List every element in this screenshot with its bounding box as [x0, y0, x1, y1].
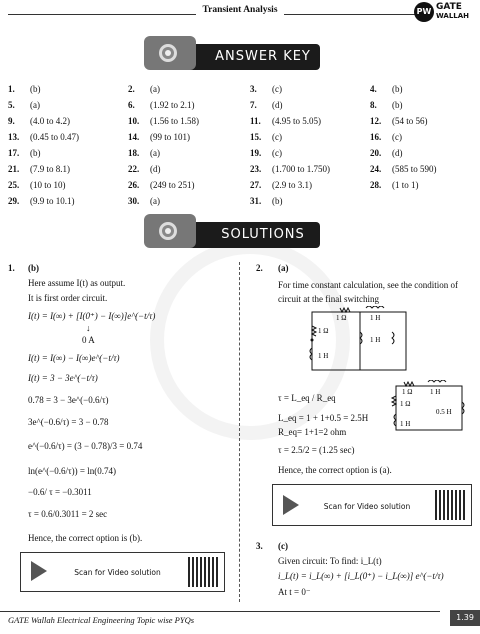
equation: I(t) = I(∞) + [I(0⁺) − I(∞)]e^(−t/τ): [28, 311, 156, 321]
answer-key-number: 17.: [8, 148, 20, 158]
solutions-banner: SOLUTIONS: [150, 222, 320, 248]
circuit-diagram-2: [384, 380, 470, 450]
answer-key-item: [370, 180, 419, 190]
answer-key-value: (54 to 56): [392, 116, 428, 126]
answer-key-number: 7.: [250, 100, 257, 110]
answer-key-value: (a): [150, 148, 160, 158]
answer-key-value: (1.700 to 1.750): [272, 164, 330, 174]
answer-key-value: (1.56 to 1.58): [150, 116, 199, 126]
circuit-diagram-1: [300, 306, 410, 376]
answer-key-value: (a): [30, 100, 40, 110]
answer-key-value: (b): [30, 148, 41, 158]
solution-2-number: 2.: [256, 263, 263, 273]
answer-key-item: [128, 180, 195, 190]
answer-key-number: 24.: [370, 164, 382, 174]
answer-key-number: 31.: [250, 196, 262, 206]
answer-key-number: 21.: [8, 164, 20, 174]
answer-key-value: (c): [272, 84, 282, 94]
answer-key-number: 28.: [370, 180, 382, 190]
answer-key-number: 8.: [370, 100, 377, 110]
answer-key-item: [250, 116, 321, 126]
answer-key-item: [8, 116, 70, 126]
answer-key-number: 11.: [250, 116, 261, 126]
answer-key-number: 19.: [250, 148, 262, 158]
solution-2-answer: (a): [278, 263, 289, 273]
equation: 0.78 = 3 − 3e^(−0.6/τ): [28, 395, 109, 405]
banner-disc-icon: [144, 36, 196, 70]
answer-key-number: 14.: [128, 132, 140, 142]
answer-key-value: (a): [150, 196, 160, 206]
answer-key-item: [8, 84, 41, 94]
equation: At t = 0⁻: [278, 587, 311, 597]
answer-key-number: 27.: [250, 180, 262, 190]
video-solution-box-1[interactable]: Scan for Video solution: [20, 552, 225, 592]
answer-key-item: [370, 84, 403, 94]
circuit-2-inductor-label: 1 H: [400, 420, 411, 428]
page-header: [0, 0, 480, 24]
answer-key-value: (1.92 to 2.1): [150, 100, 195, 110]
answer-key-item: [250, 164, 330, 174]
answer-key-item: [250, 196, 283, 206]
answer-key-value: (2.9 to 3.1): [272, 180, 312, 190]
answer-key-value: (4.95 to 5.05): [272, 116, 321, 126]
answer-key-number: 22.: [128, 164, 140, 174]
solution-2-line: circuit at the final switching: [278, 294, 379, 304]
answer-key-item: [370, 164, 437, 174]
answer-key-number: 15.: [250, 132, 262, 142]
answer-key-item: [250, 132, 282, 142]
answer-key-value: (4.0 to 4.2): [30, 116, 70, 126]
pw-logo-icon: PW: [414, 2, 434, 22]
qr-code-icon: [435, 490, 465, 520]
circuit-2-inductor-label: 1 H: [430, 388, 441, 396]
answer-key-item: [128, 196, 160, 206]
answer-key-value: (7.9 to 8.1): [30, 164, 70, 174]
answer-key-item: [128, 116, 199, 126]
answer-key-item: [128, 100, 195, 110]
answer-key-number: 23.: [250, 164, 262, 174]
solution-1-number: 1.: [8, 263, 15, 273]
circuit-1-inductor-label: 1 H: [370, 336, 381, 344]
video-solution-box-2[interactable]: Scan for Video solution: [272, 484, 472, 526]
answer-key-number: 2.: [128, 84, 135, 94]
answer-key-value: (c): [392, 132, 402, 142]
answer-key-item: [250, 100, 283, 110]
answer-key-item: [250, 84, 282, 94]
answer-key-value: (d): [272, 100, 283, 110]
circuit-1-resistor-label: 1 Ω: [318, 327, 329, 335]
answer-key-number: 9.: [8, 116, 15, 126]
answer-key-number: 16.: [370, 132, 382, 142]
answer-key-number: 25.: [8, 180, 20, 190]
answer-key-number: 10.: [128, 116, 140, 126]
solution-1-conclusion: Hence, the correct option is (b).: [28, 533, 143, 543]
answer-key-number: 3.: [250, 84, 257, 94]
banner-disc-icon: [144, 214, 196, 248]
equation: L_eq = 1 + 1+0.5 = 2.5H: [278, 413, 369, 423]
solution-1-line: Here assume I(t) as output.: [28, 278, 126, 288]
circuit-1-resistor-label: 1 Ω: [336, 314, 347, 322]
answer-key-value: (b): [392, 84, 403, 94]
header-title: Transient Analysis: [196, 5, 283, 15]
equation: e^(−0.6/τ) = (3 − 0.78)/3 = 0.74: [28, 441, 143, 451]
answer-key-item: [370, 148, 403, 158]
equation: τ = 0.6/0.3011 = 2 sec: [28, 509, 108, 519]
answer-key-number: 6.: [128, 100, 135, 110]
equation: I(t) = 3 − 3e^(−t/τ): [28, 373, 98, 383]
answer-key-value: (b): [392, 100, 403, 110]
answer-key-value: (d): [150, 164, 161, 174]
qr-code-icon: [188, 557, 218, 587]
tau-formula: τ = L_eq / R_eq: [278, 393, 336, 403]
answer-key-item: [250, 180, 312, 190]
answer-key-number: 26.: [128, 180, 140, 190]
answer-key-number: 20.: [370, 148, 382, 158]
answer-key-value: (1 to 1): [392, 180, 419, 190]
equation: i_L(t) = i_L(∞) + [i_L(0⁺) − i_L(∞)] e^(−t/τ): [278, 571, 444, 581]
answer-key-item: [8, 132, 79, 142]
answer-key-number: 4.: [370, 84, 377, 94]
solution-1-answer: (b): [28, 263, 39, 273]
answer-key-item: [8, 164, 70, 174]
circuit-2-resistor-label: 1 Ω: [400, 400, 411, 408]
play-icon[interactable]: [283, 495, 299, 515]
equation: τ = 2.5/2 = (1.25 sec): [278, 445, 355, 455]
page-number: 1.39: [450, 610, 480, 626]
answer-key-value: (99 to 101): [150, 132, 190, 142]
gate-wallah-logo: PW GATE WALLAH: [414, 2, 474, 24]
answer-key-item: [8, 180, 66, 190]
answer-key-item: [128, 132, 190, 142]
solution-3-number: 3.: [256, 541, 263, 551]
answer-key-item: [8, 100, 40, 110]
circuit-2-inductor-label: 0.5 H: [436, 408, 452, 416]
circuit-1-inductor-label: 1 H: [370, 314, 381, 322]
answer-key-number: 1.: [8, 84, 15, 94]
equation: R_eq= 1+1=2 ohm: [278, 427, 347, 437]
answer-key-item: [8, 196, 75, 206]
equation-arrow: ↓: [86, 323, 91, 333]
answer-key-number: 13.: [8, 132, 20, 142]
footer-text: GATE Wallah Electrical Engineering Topic wise PYQs: [8, 615, 195, 625]
play-icon[interactable]: [31, 561, 47, 581]
page-footer: [0, 610, 480, 634]
answer-key-value: (b): [272, 196, 283, 206]
answer-key-item: [370, 132, 402, 142]
answer-key-number: 12.: [370, 116, 382, 126]
answer-key-value: (0.45 to 0.47): [30, 132, 79, 142]
equation: I(t) = I(∞) − I(∞)e^(−t/τ): [28, 353, 120, 363]
equation: −0.6/ τ = −0.3011: [28, 487, 92, 497]
answer-key-number: 30.: [128, 196, 140, 206]
equation: 3e^(−0.6/τ) = 3 − 0.78: [28, 417, 109, 427]
answer-key-number: 5.: [8, 100, 15, 110]
equation: 0 A: [82, 335, 95, 345]
solution-3-answer: (c): [278, 541, 288, 551]
answer-key-number: 18.: [128, 148, 140, 158]
solution-2-line: For time constant calculation, see the condition of: [278, 280, 458, 290]
answer-key-item: [250, 148, 282, 158]
answer-key-value: (c): [272, 132, 282, 142]
circuit-2-resistor-label: 1 Ω: [402, 388, 413, 396]
answer-key-value: (249 to 251): [150, 180, 195, 190]
answer-key-value: (a): [150, 84, 160, 94]
answer-key-item: [128, 164, 161, 174]
column-divider: [239, 262, 240, 602]
solution-2-conclusion: Hence, the correct option is (a).: [278, 465, 392, 475]
answer-key-item: [128, 148, 160, 158]
answer-key-banner: ANSWER KEY: [150, 44, 320, 70]
answer-key-value: (9.9 to 10.1): [30, 196, 75, 206]
solution-1-line: It is first order circuit.: [28, 293, 108, 303]
circuit-1-inductor-label: 1 H: [318, 352, 329, 360]
answer-key-item: [370, 100, 403, 110]
answer-key-value: (585 to 590): [392, 164, 437, 174]
answer-key-value: (c): [272, 148, 282, 158]
answer-key-item: [370, 116, 428, 126]
answer-key-item: [128, 84, 160, 94]
answer-key-item: [8, 148, 41, 158]
answer-key-value: (10 to 10): [30, 180, 66, 190]
answer-key-number: 29.: [8, 196, 20, 206]
equation: ln(e^(−0.6/τ)) = ln(0.74): [28, 466, 116, 476]
solution-3-line: Given circuit: To find: i_L(t): [278, 556, 382, 566]
answer-key-value: (b): [30, 84, 41, 94]
answer-key-value: (d): [392, 148, 403, 158]
